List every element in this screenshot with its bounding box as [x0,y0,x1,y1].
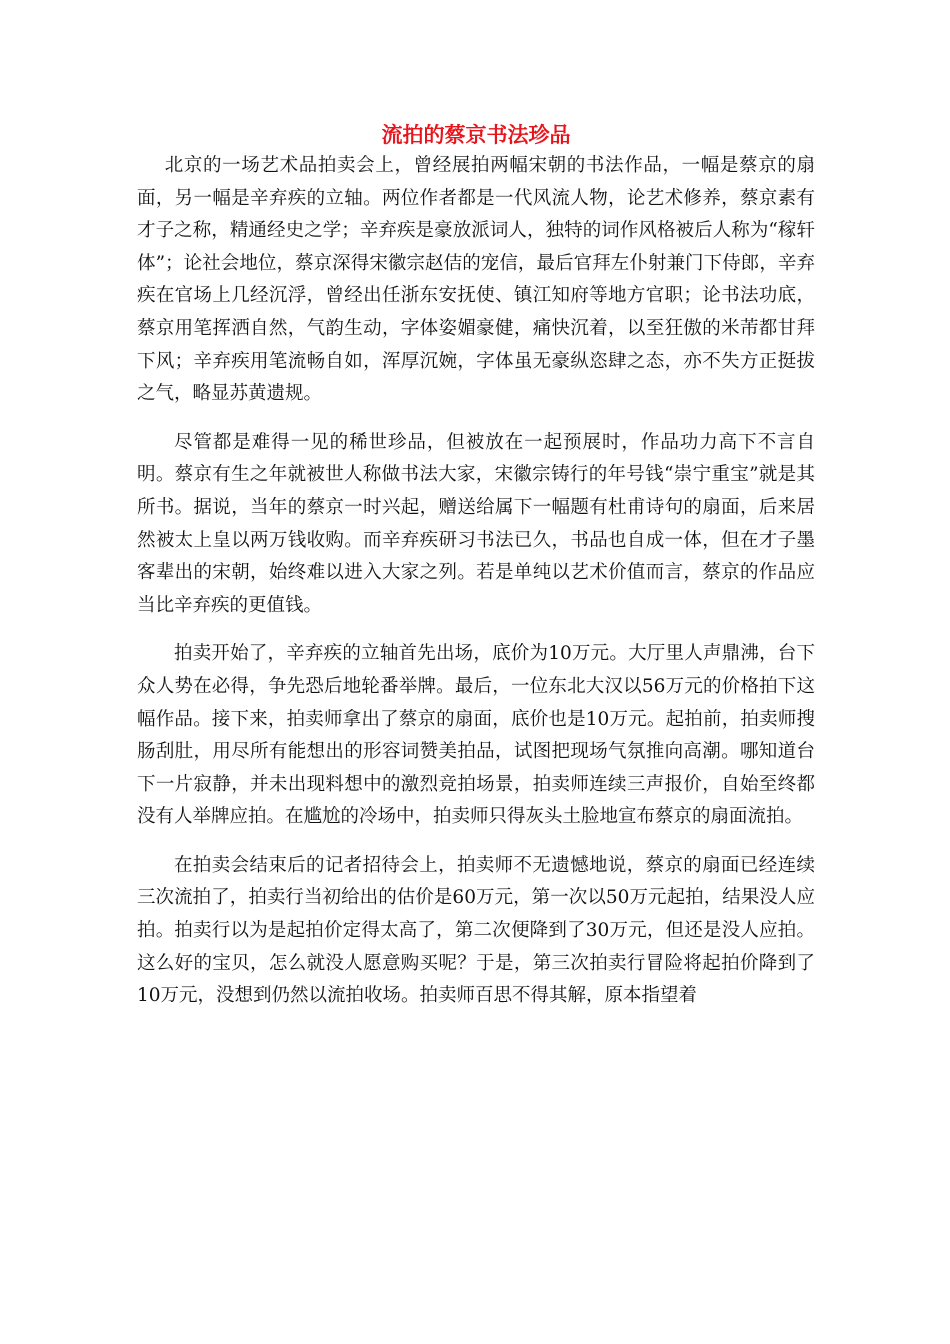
paragraph-4: 在拍卖会结束后的记者招待会上，拍卖师不无遗憾地说，蔡京的扇面已经连续三次流拍了，拍卖行当初给出的估价是60万元，第一次以50万元起拍，结果没人应拍。拍卖行以为是起拍价定得太高了，第二次便降到了30万元，但还是没人应拍。这么好的宝贝，怎么就没人愿意购买呢？于是，第三次拍卖行冒险将起拍价降到了10万元，没想到仍然以流拍收场。拍卖师百思不得其解，原本指望着 [137,854,815,1007]
paragraph-1: 北京的一场艺术品拍卖会上，曾经展拍两幅宋朝的书法作品，一幅是蔡京的扇面，另一幅是辛弃疾的立轴。两位作者都是一代风流人物，论艺术修养，蔡京素有才子之称，精通经史之学；辛弃疾是豪放派词人，独特的词作风格被后人称为“稼轩体”；论社会地位，蔡京深得宋徽宗赵佶的宠信，最后官拜左仆射兼门下侍郎，辛弃疾在官场上几经沉浮，曾经出任浙东安抚使、镇江知府等地方官职；论书法功底，蔡京用笔挥洒自然，气韵生动，字体姿媚豪健，痛快沉着，以至狂傲的米芾都甘拜下风；辛弃疾用笔流畅自如，浑厚沉婉，字体虽无豪纵恣肆之态，亦不失方正挺拔之气，略显苏黄遗规。 [137,155,815,405]
document-title: 流拍的蔡京书法珍品 [381,122,571,147]
document-body [137,150,815,1029]
paragraph-2: 尽管都是难得一见的稀世珍品，但被放在一起预展时，作品功力高下不言自明。蔡京有生之年就被世人称做书法大家，宋徽宗铸行的年号钱“崇宁重宝”就是其所书。据说，当年的蔡京一时兴起，赠送给属下一幅题有杜甫诗句的扇面，后来居然被太上皇以两万钱收购。而辛弃疾研习书法已久，书品也自成一体，但在才子墨客辈出的宋朝，始终难以进入大家之列。若是单纯以艺术价值而言，蔡京的作品应当比辛弃疾的更值钱。 [137,431,815,616]
paragraph-3: 拍卖开始了，辛弃疾的立轴首先出场，底价为10万元。大厅里人声鼎沸，台下众人势在必得，争先恐后地轮番举牌。最后，一位东北大汉以56万元的价格拍下这幅作品。接下来，拍卖师拿出了蔡京的扇面，底价也是10万元。起拍前，拍卖师搜肠刮肚，用尽所有能想出的形容词赞美拍品，试图把现场气氛推向高潮。哪知道台下一片寂静，并未出现料想中的激烈竞拍场景，拍卖师连续三声报价，自始至终都没有人举牌应拍。在尴尬的冷场中，拍卖师只得灰头土脸地宣布蔡京的扇面流拍。 [137,643,815,828]
